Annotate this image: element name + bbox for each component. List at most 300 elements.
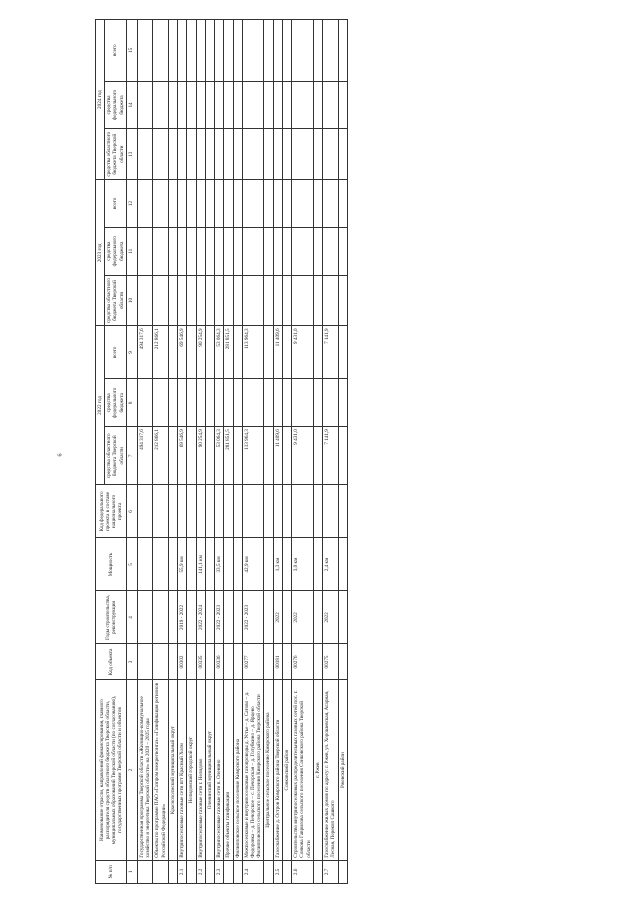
section-title: г. Ржев xyxy=(313,680,322,860)
object-name: Объекты по программе ПАО «Газпром межрегионгаз» «Газификация регионов Российской Федерации» xyxy=(153,680,168,860)
regional-2022: 494 317,6 xyxy=(137,427,152,485)
object-code: 00275 xyxy=(323,644,338,680)
empty-cell xyxy=(205,227,214,275)
empty-cell xyxy=(187,180,196,228)
total-2022: 281 851,5 xyxy=(224,326,233,379)
empty-cell xyxy=(338,379,347,427)
empty-cell xyxy=(178,227,187,275)
empty-cell xyxy=(313,538,322,591)
capacity xyxy=(153,538,168,591)
empty-cell xyxy=(264,591,273,644)
page-number: 6 xyxy=(57,453,64,457)
fed-project-code xyxy=(292,485,314,538)
empty-cell xyxy=(215,81,224,129)
empty-cell xyxy=(273,20,282,82)
empty-cell xyxy=(264,20,273,82)
empty-cell xyxy=(264,227,273,275)
empty-cell xyxy=(313,427,322,485)
empty-cell xyxy=(282,227,291,275)
empty-cell xyxy=(313,227,322,275)
empty-cell xyxy=(137,129,152,180)
empty-cell xyxy=(153,129,168,180)
empty-cell xyxy=(205,591,214,644)
empty-cell xyxy=(137,20,152,82)
empty-cell xyxy=(282,644,291,680)
regional-2022: 9 431,0 xyxy=(292,427,314,485)
fed-project-code xyxy=(323,485,338,538)
empty-cell xyxy=(168,180,177,228)
header-name: Наименование отрасли, направлений финансирования, главного распорядителя средств областного бюджета Тверской области, муниципальных образований Тверской области (по согласованию), государственных программ Тверской области и объектов xyxy=(96,680,127,860)
empty-cell xyxy=(205,20,214,82)
empty-cell xyxy=(137,180,152,228)
header-regional-2024: средства областного бюджета Тверской области xyxy=(105,129,127,180)
header-federal-2023: средства федерального бюджета xyxy=(105,227,127,275)
regional-2022 xyxy=(233,427,242,485)
empty-cell xyxy=(205,129,214,180)
empty-cell xyxy=(187,379,196,427)
empty-cell xyxy=(168,379,177,427)
header-total-2023: всего xyxy=(105,180,127,228)
empty-cell xyxy=(233,129,242,180)
empty-cell xyxy=(153,81,168,129)
col-index: 3 xyxy=(126,644,137,680)
row-number: 2.2 xyxy=(196,860,205,883)
table-body xyxy=(137,20,347,884)
regional-2022: 212 866,1 xyxy=(153,427,168,485)
header-federal-2024: средства федерального бюджета xyxy=(105,81,127,129)
rotated-page xyxy=(95,19,615,884)
column-index-row xyxy=(126,20,137,884)
col-index: 13 xyxy=(126,129,137,180)
regional-2022: 69 546,9 xyxy=(178,427,187,485)
empty-cell xyxy=(338,180,347,228)
empty-cell xyxy=(153,20,168,82)
empty-cell xyxy=(224,129,233,180)
header-regional-2022: средства областного бюджета Тверской области xyxy=(105,427,127,485)
object-code: 00276 xyxy=(292,644,314,680)
capacity xyxy=(224,538,233,591)
empty-cell xyxy=(264,427,273,485)
empty-cell xyxy=(282,180,291,228)
regional-2022: 53 064,3 xyxy=(215,427,224,485)
empty-cell xyxy=(153,180,168,228)
empty-cell xyxy=(282,81,291,129)
fed-project-code xyxy=(273,485,282,538)
regional-2022: 11 409,6 xyxy=(273,427,282,485)
federal-2022 xyxy=(196,379,205,427)
row-number xyxy=(153,860,168,883)
empty-cell xyxy=(137,275,152,326)
construction-years: 2022 xyxy=(292,591,314,644)
row-number xyxy=(137,860,152,883)
col-index: 6 xyxy=(126,485,137,538)
section-title: Краснохолмский муниципальный округ xyxy=(168,680,177,860)
fed-project-code xyxy=(178,485,187,538)
construction-years: 2022 - 2024 xyxy=(196,591,205,644)
capacity: 1,3 км xyxy=(273,538,282,591)
empty-cell xyxy=(264,538,273,591)
empty-cell xyxy=(168,427,177,485)
empty-cell xyxy=(242,129,264,180)
empty-cell xyxy=(282,20,291,82)
object-code xyxy=(224,644,233,680)
empty-cell xyxy=(205,644,214,680)
fed-project-code xyxy=(137,485,152,538)
empty-cell xyxy=(323,129,338,180)
empty-cell xyxy=(313,180,322,228)
col-index: 2 xyxy=(126,680,137,860)
empty-cell xyxy=(282,326,291,379)
section-num-cell xyxy=(187,860,196,883)
empty-cell xyxy=(273,275,282,326)
header-years: Годы строительства, реконструкции xyxy=(96,591,127,644)
object-name: Государственная программа Тверской области «Жилищно-коммунальное хозяйство и энергетика Тверской области» на 2020 – 2025 годы xyxy=(137,680,152,860)
col-index: 9 xyxy=(126,326,137,379)
fed-project-code xyxy=(224,485,233,538)
empty-cell xyxy=(313,644,322,680)
fed-project-code xyxy=(153,485,168,538)
col-index: 15 xyxy=(126,20,137,82)
empty-cell xyxy=(205,379,214,427)
header-row-1 xyxy=(96,20,105,884)
col-index: 4 xyxy=(126,591,137,644)
federal-2022 xyxy=(242,379,264,427)
section-row xyxy=(264,20,273,884)
object-code: 00336 xyxy=(215,644,224,680)
header-2022: 2022 год xyxy=(96,326,105,485)
empty-cell xyxy=(313,129,322,180)
object-code xyxy=(233,644,242,680)
empty-cell xyxy=(168,275,177,326)
empty-cell xyxy=(338,427,347,485)
section-row xyxy=(205,20,214,884)
empty-cell xyxy=(338,81,347,129)
object-code: 00277 xyxy=(242,644,264,680)
row-number xyxy=(224,860,233,883)
empty-cell xyxy=(224,20,233,82)
empty-cell xyxy=(137,227,152,275)
federal-2022 xyxy=(292,379,314,427)
regional-2022: 113 964,3 xyxy=(242,427,264,485)
empty-cell xyxy=(282,427,291,485)
empty-cell xyxy=(178,20,187,82)
table-row xyxy=(137,20,152,884)
construction-years xyxy=(153,591,168,644)
col-index: 5 xyxy=(126,538,137,591)
empty-cell xyxy=(313,326,322,379)
table-row xyxy=(215,20,224,884)
object-name: Прочие объекты газификации xyxy=(224,680,233,860)
empty-cell xyxy=(273,180,282,228)
empty-cell xyxy=(153,227,168,275)
fed-project-code xyxy=(196,485,205,538)
object-name: Внутрипоселковые газовые сети пгт Красный Холм xyxy=(178,680,187,860)
object-name: Внутрипоселковые газовые сети г. Нелидово xyxy=(196,680,205,860)
section-num-cell xyxy=(168,860,177,883)
total-2022: 7 141,9 xyxy=(323,326,338,379)
section-title: Ржевский район xyxy=(338,680,347,860)
construction-years: 2022 xyxy=(273,591,282,644)
empty-cell xyxy=(264,326,273,379)
table-row xyxy=(292,20,314,884)
header-regional-2023: средства областного бюджета Тверской области xyxy=(105,275,127,326)
empty-cell xyxy=(187,275,196,326)
empty-cell xyxy=(338,591,347,644)
fed-project-code xyxy=(233,485,242,538)
table-row xyxy=(323,20,338,884)
row-number: 2.3 xyxy=(215,860,224,883)
empty-cell xyxy=(196,81,205,129)
object-code xyxy=(153,644,168,680)
federal-2022 xyxy=(215,379,224,427)
empty-cell xyxy=(264,275,273,326)
section-row xyxy=(282,20,291,884)
capacity xyxy=(233,538,242,591)
empty-cell xyxy=(282,275,291,326)
empty-cell xyxy=(215,275,224,326)
empty-cell xyxy=(242,227,264,275)
object-name: Газоснабжение жилых домов по адресу: г. Ржев, ул. Хорошевская, Агарная, Лесная, Перекоп Сашкого xyxy=(323,680,338,860)
section-row xyxy=(313,20,322,884)
empty-cell xyxy=(264,644,273,680)
empty-cell xyxy=(224,81,233,129)
regional-2022: 281 851,5 xyxy=(224,427,233,485)
empty-cell xyxy=(187,20,196,82)
empty-cell xyxy=(233,275,242,326)
construction-years: 2022 - 2023 xyxy=(242,591,264,644)
section-num-cell xyxy=(313,860,322,883)
empty-cell xyxy=(242,20,264,82)
empty-cell xyxy=(187,227,196,275)
empty-cell xyxy=(292,227,314,275)
empty-cell xyxy=(168,129,177,180)
empty-cell xyxy=(338,227,347,275)
empty-cell xyxy=(215,129,224,180)
section-title: Оленинский муниципальный округ xyxy=(205,680,214,860)
table-row xyxy=(178,20,187,884)
empty-cell xyxy=(178,129,187,180)
empty-cell xyxy=(187,538,196,591)
row-number: 2.6 xyxy=(292,860,314,883)
empty-cell xyxy=(282,485,291,538)
capacity xyxy=(137,538,152,591)
empty-cell xyxy=(178,275,187,326)
row-number xyxy=(233,860,242,883)
total-2022: 212 866,1 xyxy=(153,326,168,379)
empty-cell xyxy=(323,81,338,129)
total-2022: 53 064,3 xyxy=(215,326,224,379)
section-num-cell xyxy=(264,860,273,883)
total-2022 xyxy=(233,326,242,379)
row-number: 2.4 xyxy=(242,860,264,883)
empty-cell xyxy=(205,81,214,129)
empty-cell xyxy=(205,180,214,228)
empty-cell xyxy=(313,81,322,129)
section-title: Сонковский район xyxy=(282,680,291,860)
empty-cell xyxy=(224,180,233,228)
total-2022: 494 317,6 xyxy=(137,326,152,379)
empty-cell xyxy=(313,591,322,644)
regional-2022: 90 254,9 xyxy=(196,427,205,485)
empty-cell xyxy=(168,591,177,644)
empty-cell xyxy=(205,485,214,538)
empty-cell xyxy=(205,427,214,485)
empty-cell xyxy=(168,538,177,591)
col-index: 1 xyxy=(126,860,137,883)
empty-cell xyxy=(338,129,347,180)
empty-cell xyxy=(215,227,224,275)
header-num: № п/п xyxy=(96,860,127,883)
empty-cell xyxy=(313,379,322,427)
total-2022: 69 546,9 xyxy=(178,326,187,379)
object-code: 00335 xyxy=(196,644,205,680)
header-code: Код объекта xyxy=(96,644,127,680)
empty-cell xyxy=(168,81,177,129)
empty-cell xyxy=(233,227,242,275)
empty-cell xyxy=(292,129,314,180)
section-num-cell xyxy=(338,860,347,883)
empty-cell xyxy=(168,227,177,275)
empty-cell xyxy=(264,129,273,180)
col-index: 10 xyxy=(126,275,137,326)
capacity: 33,5 км xyxy=(215,538,224,591)
empty-cell xyxy=(196,275,205,326)
capacity: 2,4 км xyxy=(323,538,338,591)
federal-2022 xyxy=(273,379,282,427)
col-index: 8 xyxy=(126,379,137,427)
federal-2022 xyxy=(233,379,242,427)
section-num-cell xyxy=(282,860,291,883)
col-index: 14 xyxy=(126,81,137,129)
section-row xyxy=(187,20,196,884)
empty-cell xyxy=(153,275,168,326)
empty-cell xyxy=(187,326,196,379)
empty-cell xyxy=(187,427,196,485)
empty-cell xyxy=(224,275,233,326)
header-capacity: Мощность xyxy=(96,538,127,591)
empty-cell xyxy=(264,81,273,129)
empty-cell xyxy=(338,275,347,326)
table-row xyxy=(273,20,282,884)
empty-cell xyxy=(273,129,282,180)
empty-cell xyxy=(137,81,152,129)
object-name: Строительство внутрипоселковых распределительных газовых сетей пос. г. Сонкова Гаврилова сельского поселения Сонковского района Тверской области xyxy=(292,680,314,860)
empty-cell xyxy=(338,644,347,680)
header-fed-code: Код федерального проекта в составе национального проекта xyxy=(96,485,127,538)
capacity: 3,0 км xyxy=(292,538,314,591)
empty-cell xyxy=(196,20,205,82)
empty-cell xyxy=(178,180,187,228)
col-index: 11 xyxy=(126,227,137,275)
section-title: Центральное сельское поселение Кимрского района xyxy=(264,680,273,860)
federal-2022 xyxy=(224,379,233,427)
object-name: Газоснабжение д. Остров Кимрского района Тверской области xyxy=(273,680,282,860)
empty-cell xyxy=(292,20,314,82)
empty-cell xyxy=(205,275,214,326)
empty-cell xyxy=(242,275,264,326)
federal-2022 xyxy=(153,379,168,427)
empty-cell xyxy=(196,227,205,275)
object-name: Филипповское сельское поселение Кимрского района xyxy=(233,680,242,860)
section-num-cell xyxy=(205,860,214,883)
empty-cell xyxy=(323,20,338,82)
object-code: 00181 xyxy=(273,644,282,680)
empty-cell xyxy=(215,20,224,82)
empty-cell xyxy=(233,180,242,228)
empty-cell xyxy=(187,129,196,180)
empty-cell xyxy=(233,20,242,82)
object-code: 00302 xyxy=(178,644,187,680)
construction-years xyxy=(137,591,152,644)
total-2022: 90 254,9 xyxy=(196,326,205,379)
table-row xyxy=(196,20,205,884)
col-index: 7 xyxy=(126,427,137,485)
empty-cell xyxy=(264,379,273,427)
empty-cell xyxy=(282,379,291,427)
table-row xyxy=(153,20,168,884)
empty-cell xyxy=(224,227,233,275)
capacity: 42,9 км xyxy=(242,538,264,591)
empty-cell xyxy=(273,227,282,275)
empty-cell xyxy=(292,180,314,228)
section-row xyxy=(168,20,177,884)
empty-cell xyxy=(205,326,214,379)
empty-cell xyxy=(323,227,338,275)
empty-cell xyxy=(323,180,338,228)
col-index: 12 xyxy=(126,180,137,228)
empty-cell xyxy=(323,275,338,326)
empty-cell xyxy=(168,644,177,680)
empty-cell xyxy=(264,485,273,538)
total-2022: 11 409,6 xyxy=(273,326,282,379)
header-total-2024: всего xyxy=(105,20,127,82)
construction-years xyxy=(224,591,233,644)
object-name: Межпоселковые и внутрипоселковые газопроводы д. Устье – д. Сатово – д. Федоровка – д. Печорское – с. Печорская – д. Голубкино – д. Ярцево Филипповского сельского поселения Кимрского района Тверской области xyxy=(242,680,264,860)
empty-cell xyxy=(168,20,177,82)
header-2024: 2024 год xyxy=(96,20,105,180)
empty-cell xyxy=(282,538,291,591)
table-row xyxy=(242,20,264,884)
construction-years: 2022 xyxy=(323,591,338,644)
federal-2022 xyxy=(178,379,187,427)
section-row xyxy=(338,20,347,884)
empty-cell xyxy=(264,180,273,228)
federal-2022 xyxy=(323,379,338,427)
empty-cell xyxy=(338,20,347,82)
empty-cell xyxy=(205,538,214,591)
section-title: Нелидовский городской округ xyxy=(187,680,196,860)
row-number: 2.5 xyxy=(273,860,282,883)
federal-2022 xyxy=(137,379,152,427)
table-row xyxy=(233,20,242,884)
investment-table xyxy=(95,19,348,884)
empty-cell xyxy=(313,485,322,538)
empty-cell xyxy=(338,326,347,379)
empty-cell xyxy=(168,326,177,379)
construction-years xyxy=(233,591,242,644)
capacity: 55,9 км xyxy=(178,538,187,591)
empty-cell xyxy=(292,81,314,129)
object-code xyxy=(137,644,152,680)
empty-cell xyxy=(242,180,264,228)
empty-cell xyxy=(338,538,347,591)
total-2022: 113 964,3 xyxy=(242,326,264,379)
empty-cell xyxy=(215,180,224,228)
row-number: 2.1 xyxy=(178,860,187,883)
header-total-2022: всего xyxy=(105,326,127,379)
total-2022: 9 431,0 xyxy=(292,326,314,379)
object-name: Внутрипоселковые газовые сети п. Оленино xyxy=(215,680,224,860)
